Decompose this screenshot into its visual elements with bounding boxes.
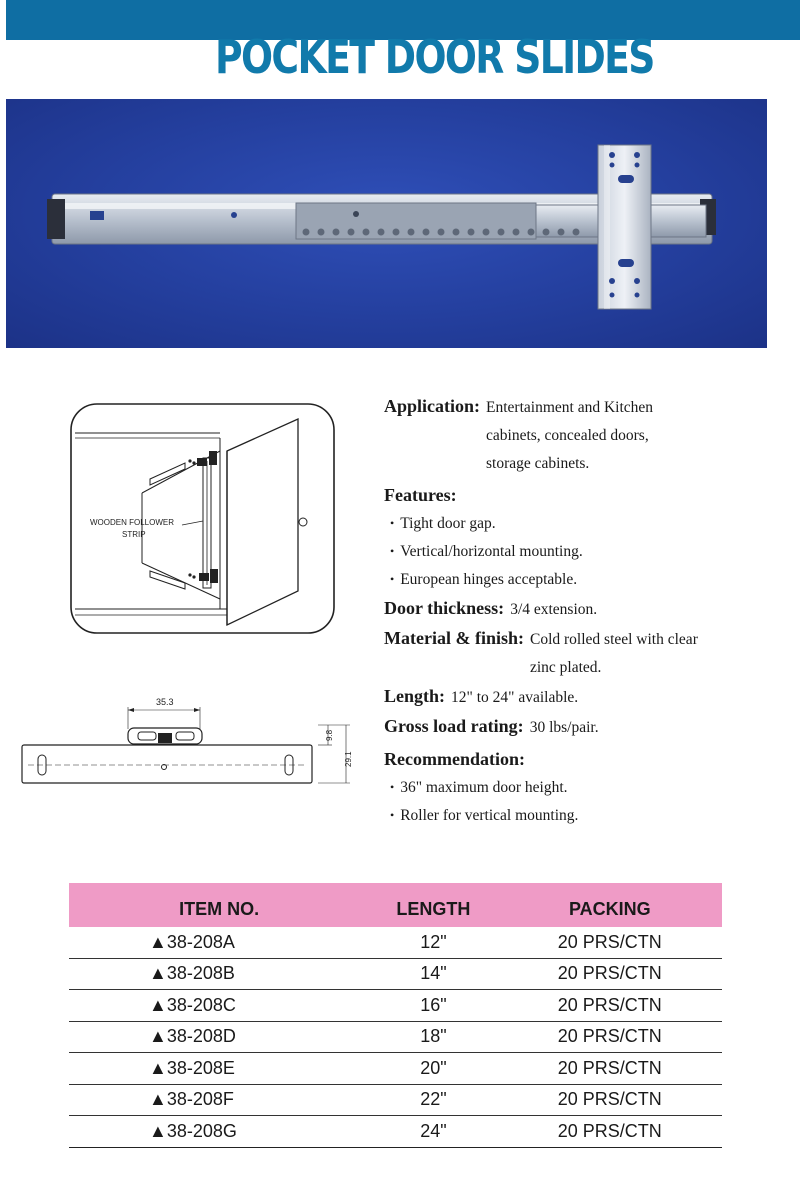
dim-width-label: 35.3 [156, 697, 174, 707]
recommendation-item: • Roller for vertical mounting. [384, 802, 784, 830]
slide-illustration [6, 99, 767, 348]
item-cell: ▲38-208C [69, 990, 369, 1022]
length-cell: 14" [369, 958, 497, 990]
material-line: Cold rolled steel with clear [529, 631, 698, 648]
item-cell: ▲38-208F [69, 1084, 369, 1116]
packing-cell: 20 PRS/CTN [498, 1021, 722, 1053]
length-cell: 16" [369, 990, 497, 1022]
door-thickness-value: 3/4 extension. [510, 601, 598, 618]
length-label: Length: [384, 686, 446, 706]
table-row [69, 1053, 722, 1085]
length-value: 12" to 24" available. [451, 689, 579, 706]
table-header-row [69, 883, 722, 927]
header-item-no: ITEM NO. [69, 883, 369, 927]
application-line: cabinets, concealed doors, [486, 427, 649, 444]
length-cell: 20" [369, 1053, 497, 1085]
item-cell: ▲38-208B [69, 958, 369, 990]
length-cell: 12" [369, 927, 497, 958]
door-thickness-label: Door thickness: [384, 598, 505, 618]
item-cell: ▲38-208D [69, 1021, 369, 1053]
material-label: Material & finish: [384, 628, 524, 648]
header-packing: PACKING [498, 883, 722, 927]
length-cell: 22" [369, 1084, 497, 1116]
length-row [384, 682, 784, 712]
table-row [69, 1084, 722, 1116]
material-row [384, 624, 784, 682]
packing-cell: 20 PRS/CTN [498, 927, 722, 958]
application-label: Application: [384, 396, 481, 416]
application-row [384, 392, 784, 478]
length-cell: 24" [369, 1116, 497, 1148]
feature-item: • Tight door gap. [384, 510, 784, 538]
item-cell: ▲38-208A [69, 927, 369, 958]
door-thickness-row [384, 594, 784, 624]
table-row [69, 1021, 722, 1053]
product-table [69, 883, 722, 1148]
length-cell: 18" [369, 1021, 497, 1053]
header-length: LENGTH [369, 883, 497, 927]
features-label: Features: [384, 485, 457, 505]
profile-dimension-drawing [20, 695, 356, 790]
feature-item: • European hinges acceptable. [384, 566, 784, 594]
door-installation-diagram [70, 403, 336, 635]
recommendation-label: Recommendation: [384, 749, 525, 769]
material-value [530, 626, 698, 682]
item-cell: ▲38-208G [69, 1116, 369, 1148]
recommendation-item: • 36" maximum door height. [384, 774, 784, 802]
table-row [69, 1116, 722, 1148]
packing-cell: 20 PRS/CTN [498, 1084, 722, 1116]
application-line: Entertainment and Kitchen [486, 399, 654, 416]
feature-item: • Vertical/horizontal mounting. [384, 538, 784, 566]
application-line: storage cabinets. [486, 455, 590, 472]
load-rating-row [384, 712, 784, 742]
dim-total-height-label: 29.1 [344, 751, 353, 767]
load-rating-value: 30 lbs/pair. [529, 719, 599, 736]
product-photo [6, 99, 767, 348]
item-cell: ▲38-208E [69, 1053, 369, 1085]
strip-label-line1: WOODEN FOLLOWER [90, 518, 175, 527]
load-rating-label: Gross load rating: [384, 716, 524, 736]
strip-label-line2: STRIP [122, 530, 146, 539]
table-row [69, 958, 722, 990]
application-value [486, 394, 653, 478]
table-row [69, 990, 722, 1022]
dim-small-height-label: 9.8 [325, 729, 334, 741]
packing-cell: 20 PRS/CTN [498, 990, 722, 1022]
specifications [384, 392, 784, 830]
packing-cell: 20 PRS/CTN [498, 958, 722, 990]
packing-cell: 20 PRS/CTN [498, 1053, 722, 1085]
table-row [69, 927, 722, 958]
packing-cell: 20 PRS/CTN [498, 1116, 722, 1148]
page-title: POCKET DOOR SLIDES [215, 30, 654, 84]
material-line: zinc plated. [529, 659, 602, 676]
